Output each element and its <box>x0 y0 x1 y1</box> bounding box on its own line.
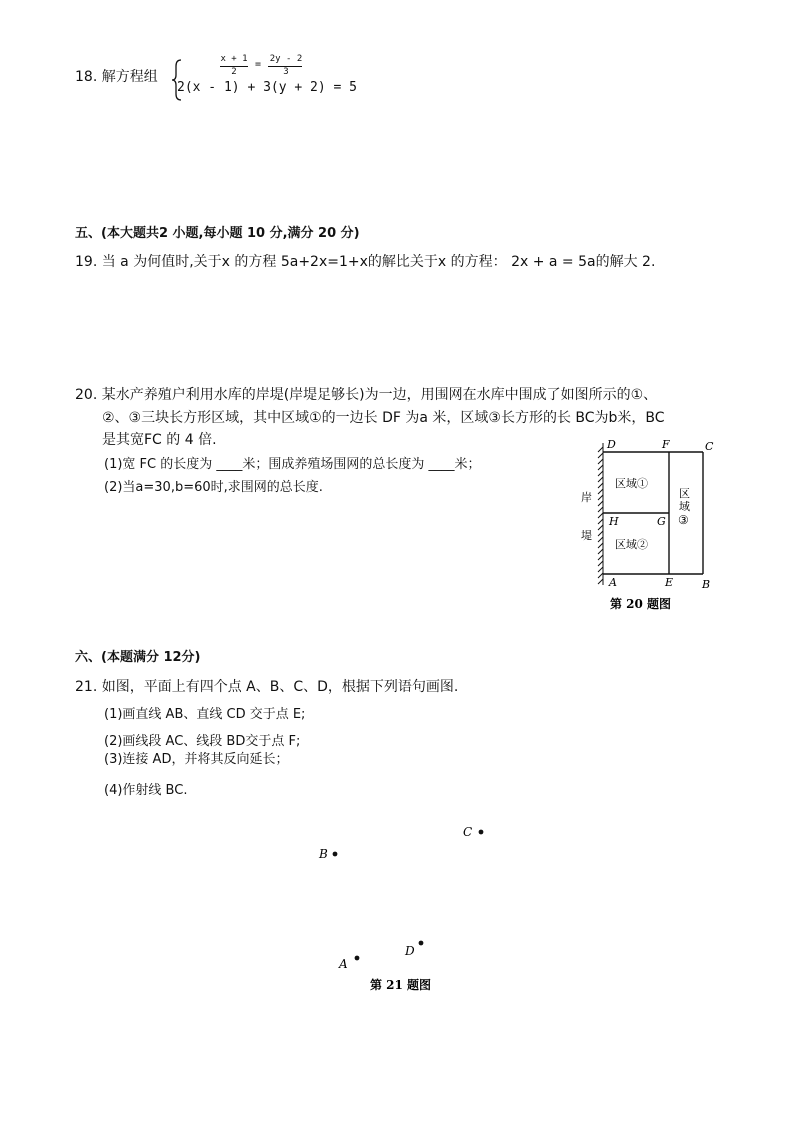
label-C: C <box>705 440 714 453</box>
label-D: D <box>607 438 616 451</box>
q21-step2: (2)画线段 AC、线段 BD交于点 F; <box>104 734 301 749</box>
eq1-left-numerator: x + 1 <box>220 54 248 64</box>
q20-line1: 20. 某水产养殖户利用水库的岸堤(岸堤足够长)为一边，用围网在水库中围成了如图所示的①、 <box>75 387 658 403</box>
q21-step4: (4)作射线 BC. <box>104 783 188 798</box>
q20-sub1: (1)宽 FC 的长度为 ____米；围成养殖场围网的总长度为 ____米； <box>104 457 481 472</box>
figure-20-caption: 第 20 题图 <box>610 597 672 611</box>
figure-20 <box>570 435 730 620</box>
point-C <box>479 830 484 835</box>
q18-label: 18. 解方程组 <box>75 69 158 85</box>
q21-step1: (1)画直线 AB、直线 CD 交于点 E; <box>104 707 306 722</box>
region-1-label: 区域① <box>615 477 648 490</box>
bank-label-1: 岸 <box>581 491 592 504</box>
section5-title: 五、(本大题共2 小题,每小题 10 分,满分 20 分) <box>75 226 360 241</box>
label-point-C: C <box>463 825 473 839</box>
region-2-label: 区域② <box>615 538 648 551</box>
point-B <box>333 852 338 857</box>
bank-hatching <box>598 443 603 585</box>
label-point-B: B <box>319 847 328 861</box>
q19-text: 19. 当 a 为何值时,关于x 的方程 5a+2x=1+x的解比关于x 的方程： 2x + a = 5a的解大 2. <box>75 254 656 270</box>
figure-21-caption: 第 21 题图 <box>370 978 432 992</box>
eq1-equals: = <box>255 59 262 70</box>
label-A: A <box>609 576 617 589</box>
label-point-A: A <box>339 957 348 971</box>
region-3-label-1: 区 <box>679 487 690 500</box>
q20-line3: 是其宽FC 的 4 倍. <box>102 432 217 448</box>
region-3-label-2: 域 <box>679 500 690 513</box>
eq1-right-denominator: 3 <box>283 67 289 77</box>
q21-step3: (3)连接 AD，并将其反向延长； <box>104 752 289 767</box>
figure-21 <box>300 815 520 1000</box>
point-A <box>355 956 360 961</box>
eq1-left-denominator: 2 <box>231 67 237 77</box>
label-point-D: D <box>405 944 415 958</box>
region-3-label-3: ③ <box>678 513 689 527</box>
point-D <box>419 941 424 946</box>
label-B: B <box>702 578 711 591</box>
q20-sub2: (2)当a=30,b=60时,求围网的总长度. <box>104 480 323 495</box>
q21-intro: 21. 如图，平面上有四个点 A、B、C、D，根据下列语句画图. <box>75 679 459 695</box>
q20-line2: ②、③三块长方形区域，其中区域①的一边长 DF 为a 米，区域③长方形的长 BC为b米，BC <box>102 410 665 426</box>
label-E: E <box>665 576 674 589</box>
section6-title: 六、(本题满分 12分) <box>75 650 201 665</box>
label-H: H <box>609 515 619 528</box>
eq1-right-numerator: 2y - 2 <box>269 54 303 64</box>
bank-label-2: 堤 <box>581 529 592 542</box>
eq2: 2(x - 1) + 3(y + 2) = 5 <box>177 80 358 95</box>
label-F: F <box>662 438 670 451</box>
label-G: G <box>657 515 666 528</box>
